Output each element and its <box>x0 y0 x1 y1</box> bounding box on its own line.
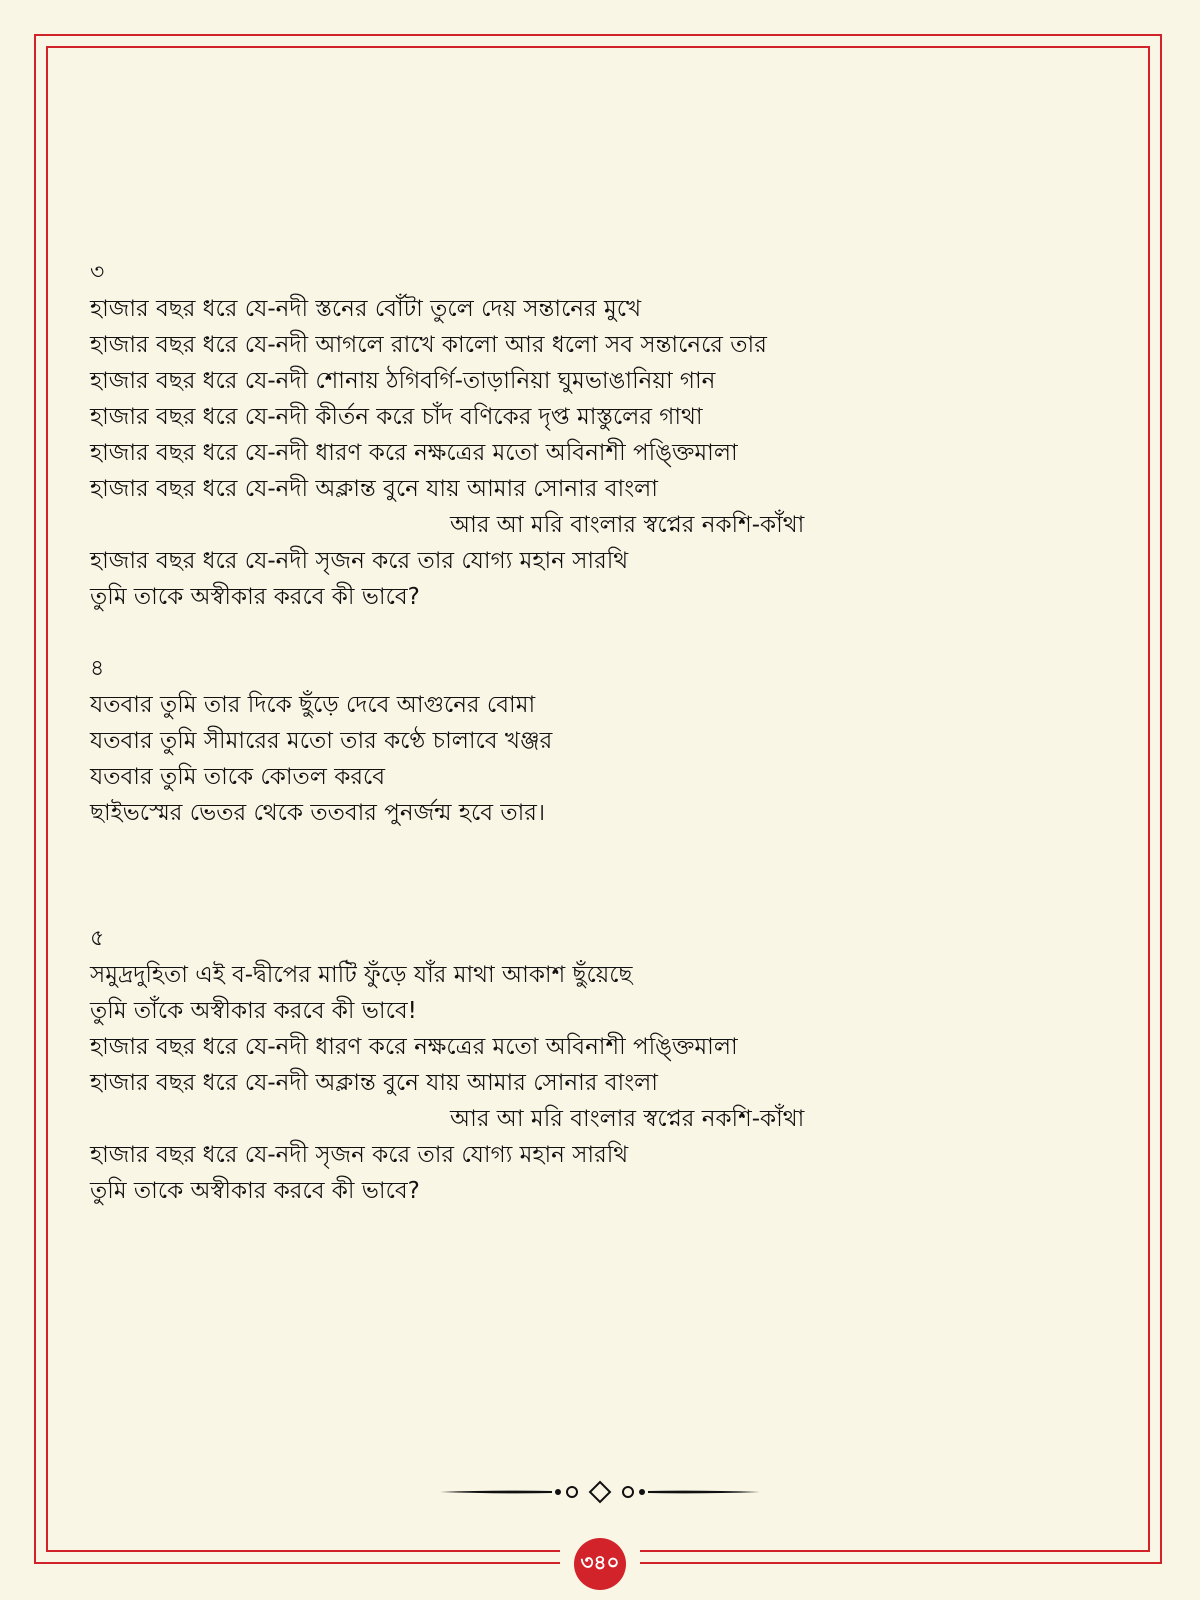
stanza-4 <box>90 651 1090 831</box>
page-number-badge <box>574 1538 626 1590</box>
page-number: ৩৪০ <box>580 1549 620 1574</box>
poem-line: তুমি তাকে অস্বীকার করবে কী ভাবে? <box>90 1178 420 1204</box>
poem-line: হাজার বছর ধরে যে-নদী অক্লান্ত বুনে যায় আমার সোনার বাংলা <box>90 476 658 502</box>
poem-line: হাজার বছর ধরে যে-নদী স্তনের বোঁটা তুলে দেয় সন্তানের মুখে <box>90 296 642 322</box>
divider-ornament-icon <box>440 1480 760 1504</box>
stanza-5 <box>90 921 1090 1209</box>
poem-line: তুমি তাঁকে অস্বীকার করবে কী ভাবে! <box>90 998 417 1024</box>
poem-line: হাজার বছর ধরে যে-নদী অক্লান্ত বুনে যায় আমার সোনার বাংলা <box>90 1070 658 1096</box>
poem-line: হাজার বছর ধরে যে-নদী কীর্তন করে চাঁদ বণিকের দৃপ্ত মাস্তুলের গাথা <box>90 404 703 430</box>
poem-line-indented: আর আ মরি বাংলার স্বপ্নের নকশি-কাঁথা <box>450 1106 805 1132</box>
stanza-number: ৩ <box>90 260 105 285</box>
stanza-number: ৫ <box>90 926 105 951</box>
poem-line: যতবার তুমি সীমারের মতো তার কণ্ঠে চালাবে খঞ্জর <box>90 728 553 754</box>
poem-line: হাজার বছর ধরে যে-নদী সৃজন করে তার যোগ্য মহান সারথি <box>90 548 629 574</box>
poem-line: যতবার তুমি তাকে কোতল করবে <box>90 764 386 790</box>
poem-line: হাজার বছর ধরে যে-নদী শোনায় ঠগিবর্গি-তাড়ানিয়া ঘুমভাঙানিয়া গান <box>90 368 716 394</box>
poem-line: ছাইভস্মের ভেতর থেকে ততবার পুনর্জন্ম হবে তার। <box>90 800 546 826</box>
poem-line: হাজার বছর ধরে যে-নদী সৃজন করে তার যোগ্য মহান সারথি <box>90 1142 629 1168</box>
poem-body <box>90 255 1090 1209</box>
poem-line: হাজার বছর ধরে যে-নদী ধারণ করে নক্ষত্রের মতো অবিনাশী পঙ্ক্তিমালা <box>90 1034 738 1060</box>
stanza-number: ৪ <box>90 656 105 681</box>
stanza-3 <box>90 255 1090 615</box>
poem-line: হাজার বছর ধরে যে-নদী ধারণ করে নক্ষত্রের মতো অবিনাশী পঙ্ক্তিমালা <box>90 440 738 466</box>
poem-line: যতবার তুমি তার দিকে ছুঁড়ে দেবে আগুনের বোমা <box>90 692 536 718</box>
poem-line: তুমি তাকে অস্বীকার করবে কী ভাবে? <box>90 584 420 610</box>
poem-line: সমুদ্রদুহিতা এই ব-দ্বীপের মাটি ফুঁড়ে যাঁর মাথা আকাশ ছুঁয়েছে <box>90 962 633 988</box>
poem-line-indented: আর আ মরি বাংলার স্বপ্নের নকশি-কাঁথা <box>450 512 805 538</box>
poem-line: হাজার বছর ধরে যে-নদী আগলে রাখে কালো আর ধলো সব সন্তানেরে তার <box>90 332 767 358</box>
